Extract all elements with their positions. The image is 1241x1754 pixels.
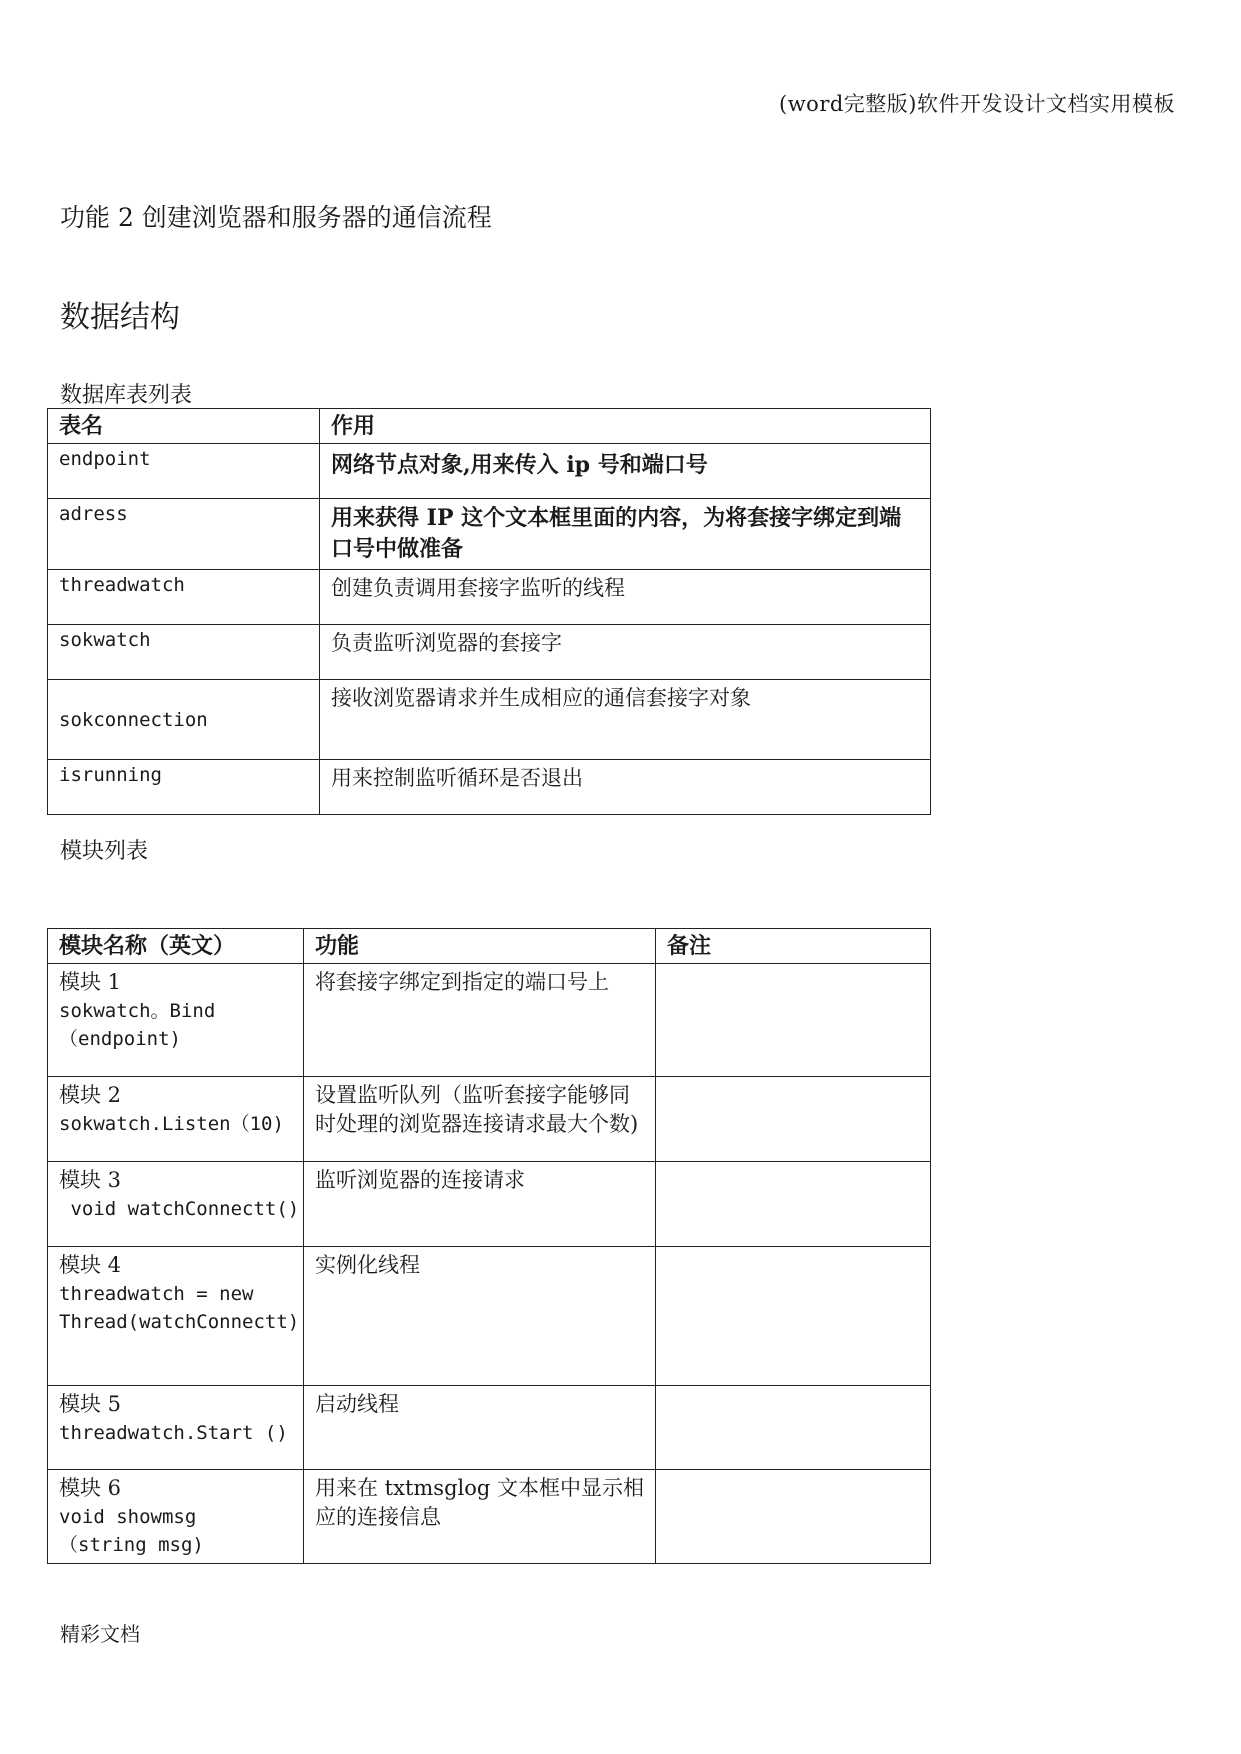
- module-header-note: 备注: [656, 929, 931, 964]
- db-cell-name: threadwatch: [48, 570, 320, 625]
- db-cell-purpose: 用来控制监听循环是否退出: [320, 760, 931, 815]
- module-code: sokwatch.Listen（10): [59, 1113, 284, 1135]
- db-cell-name: sokconnection: [48, 680, 320, 760]
- module-cell-function: 用来在 txtmsglog 文本框中显示相应的连接信息: [304, 1470, 656, 1564]
- db-cell-purpose: 负责监听浏览器的套接字: [320, 625, 931, 680]
- module-cell-note: [656, 964, 931, 1077]
- module-header-function: 功能: [304, 929, 656, 964]
- db-cell-name: sokwatch: [48, 625, 320, 680]
- table-row: [48, 1470, 931, 1564]
- db-header-name: 表名: [48, 409, 320, 444]
- table-row: [48, 1162, 931, 1247]
- db-table: [47, 408, 931, 815]
- module-cell-name: [48, 964, 304, 1077]
- module-cell-name: [48, 1470, 304, 1564]
- module-label: 模块 1: [59, 970, 122, 994]
- table-row: [48, 499, 931, 570]
- db-cell-purpose: 接收浏览器请求并生成相应的通信套接字对象: [320, 680, 931, 760]
- document-header-title: (word完整版)软件开发设计文档实用模板: [779, 92, 1175, 116]
- module-cell-function: 将套接字绑定到指定的端口号上: [304, 964, 656, 1077]
- db-table-header-row: [48, 409, 931, 444]
- module-cell-name: [48, 1162, 304, 1247]
- module-cell-function: 实例化线程: [304, 1247, 656, 1386]
- db-cell-name: endpoint: [48, 444, 320, 499]
- module-cell-function: 启动线程: [304, 1386, 656, 1470]
- module-code: void watchConnectt(): [59, 1198, 300, 1220]
- module-label: 模块 5: [59, 1392, 122, 1416]
- module-label: 模块 4: [59, 1253, 122, 1277]
- module-cell-note: [656, 1077, 931, 1162]
- db-cell-purpose: 用来获得 IP 这个文本框里面的内容，为将套接字绑定到端口号中做准备: [320, 499, 931, 570]
- table-row: [48, 1386, 931, 1470]
- module-table: [47, 928, 931, 1564]
- module-code: sokwatch。Bind （endpoint): [59, 1000, 216, 1050]
- module-label: 模块 6: [59, 1476, 122, 1500]
- table-row: [48, 444, 931, 499]
- db-cell-name: isrunning: [48, 760, 320, 815]
- module-cell-function: 设置监听队列（监听套接字能够同时处理的浏览器连接请求最大个数): [304, 1077, 656, 1162]
- function-title: 功能 2 创建浏览器和服务器的通信流程: [60, 203, 492, 232]
- module-label: 模块 3: [59, 1168, 122, 1192]
- module-cell-name: [48, 1386, 304, 1470]
- module-code: threadwatch.Start (): [59, 1422, 288, 1444]
- module-table-header-row: [48, 929, 931, 964]
- db-cell-purpose: 创建负责调用套接字监听的线程: [320, 570, 931, 625]
- module-cell-function: 监听浏览器的连接请求: [304, 1162, 656, 1247]
- module-cell-note: [656, 1162, 931, 1247]
- table-row: [48, 1247, 931, 1386]
- module-cell-note: [656, 1386, 931, 1470]
- module-cell-note: [656, 1247, 931, 1386]
- table-row: [48, 625, 931, 680]
- module-cell-note: [656, 1470, 931, 1564]
- module-cell-name: [48, 1077, 304, 1162]
- table-row: [48, 1077, 931, 1162]
- db-cell-purpose: 网络节点对象,用来传入 ip 号和端口号: [320, 444, 931, 499]
- db-header-purpose: 作用: [320, 409, 931, 444]
- db-table-caption: 数据库表列表: [60, 383, 193, 408]
- module-cell-name: [48, 1247, 304, 1386]
- table-row: [48, 760, 931, 815]
- module-table-caption: 模块列表: [60, 839, 149, 864]
- module-label: 模块 2: [59, 1083, 122, 1107]
- table-row: [48, 570, 931, 625]
- module-header-name: 模块名称（英文）: [48, 929, 304, 964]
- section-title: 数据结构: [60, 300, 180, 335]
- module-code: threadwatch = new Thread(watchConnectt): [59, 1283, 300, 1333]
- table-row: [48, 680, 931, 760]
- table-row: [48, 964, 931, 1077]
- document-footer: 精彩文档: [60, 1622, 140, 1646]
- db-cell-name: adress: [48, 499, 320, 570]
- module-code: void showmsg （string msg): [59, 1506, 204, 1556]
